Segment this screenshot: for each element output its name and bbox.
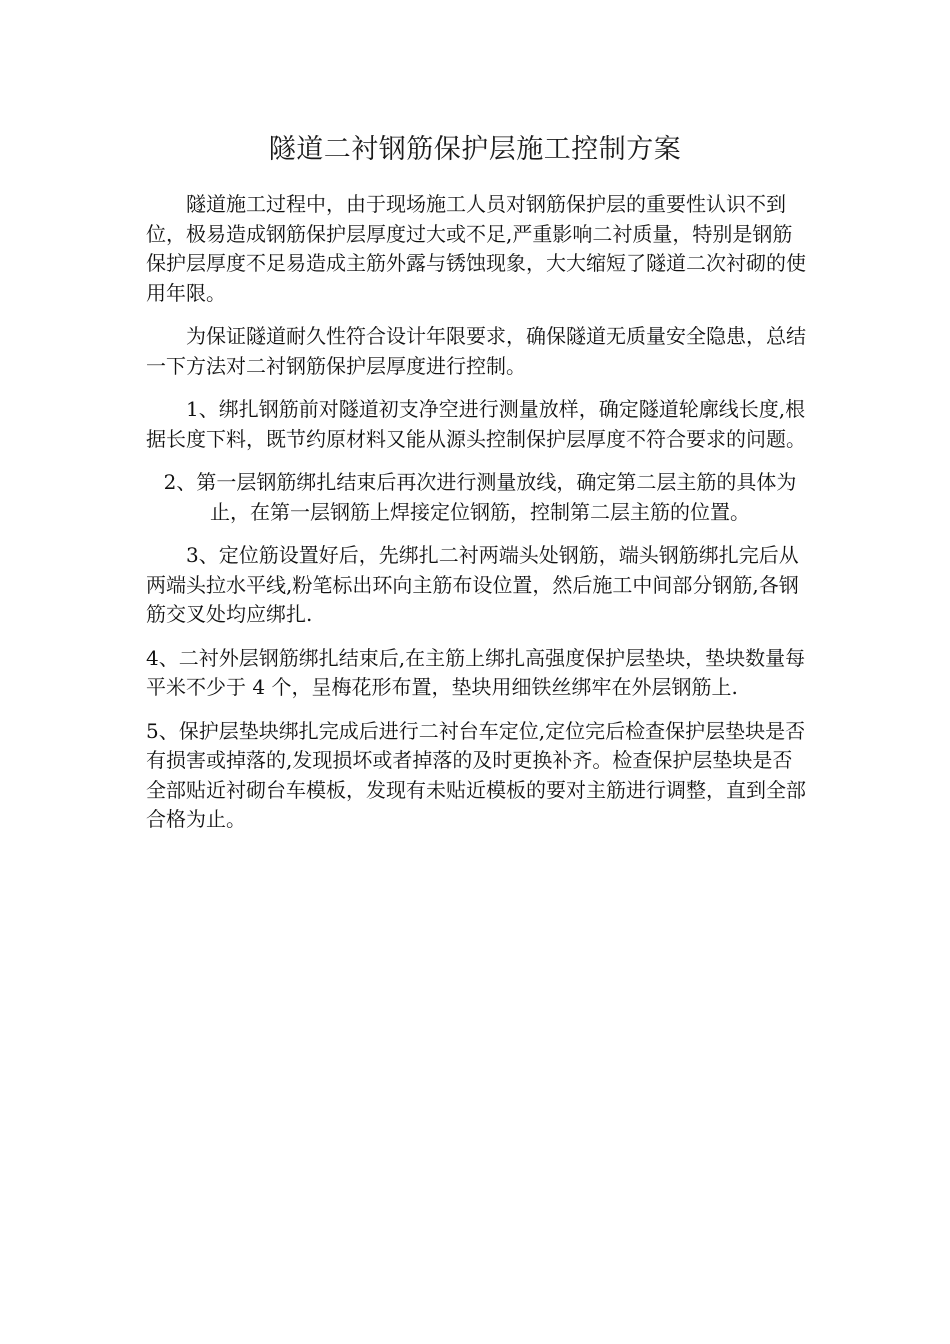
- paragraph-step-3: 3、定位筋设置好后，先绑扎二衬两端头处钢筋，端头钢筋绑扎完后从两端头拉水平线,粉笔标出环向主筋布设位置，然后施工中间部分钢筋,各钢筋交叉处均应绑扎.: [146, 543, 799, 626]
- paragraph-intro: 隧道施工过程中，由于现场施工人员对钢筋保护层的重要性认识不到位，极易造成钢筋保护层厚度过大或不足,严重影响二衬质量，特别是钢筋保护层厚度不足易造成主筋外露与锈蚀现象，大大缩短了隧道二次衬砌的使用年限。: [146, 192, 806, 305]
- paragraph-step-2: 2、第一层钢筋绑扎结束后再次进行测量放线，确定第二层主筋的具体为止，在第一层钢筋上焊接定位钢筋，控制第二层主筋的位置。: [163, 470, 797, 524]
- paragraph-step-5: 5、保护层垫块绑扎完成后进行二衬台车定位,定位完后检查保护层垫块是否有损害或掉落的,发现损坏或者掉落的及时更换补齐。检查保护层垫块是否全部贴近衬砌台车模板，发现有未贴近模板的要对主筋进行调整，直到全部合格为止。: [146, 718, 806, 831]
- paragraph-step-1: 1、绑扎钢筋前对隧道初支净空进行测量放样，确定隧道轮廓线长度,根据长度下料，既节约原材料又能从源头控制保护层厚度不符合要求的问题。: [146, 397, 806, 451]
- paragraph-step-4: 4、二衬外层钢筋绑扎结束后,在主筋上绑扎高强度保护层垫块，垫块数量每平米不少于 4 个，呈梅花形布置，垫块用细铁丝绑牢在外层钢筋上.: [146, 645, 806, 699]
- document-title: 隧道二衬钢筋保护层施工控制方案: [268, 134, 682, 165]
- paragraph-purpose: 为保证隧道耐久性符合设计年限要求，确保隧道无质量安全隐患，总结一下方法对二衬钢筋保护层厚度进行控制。: [146, 324, 806, 378]
- document-body: [146, 190, 806, 849]
